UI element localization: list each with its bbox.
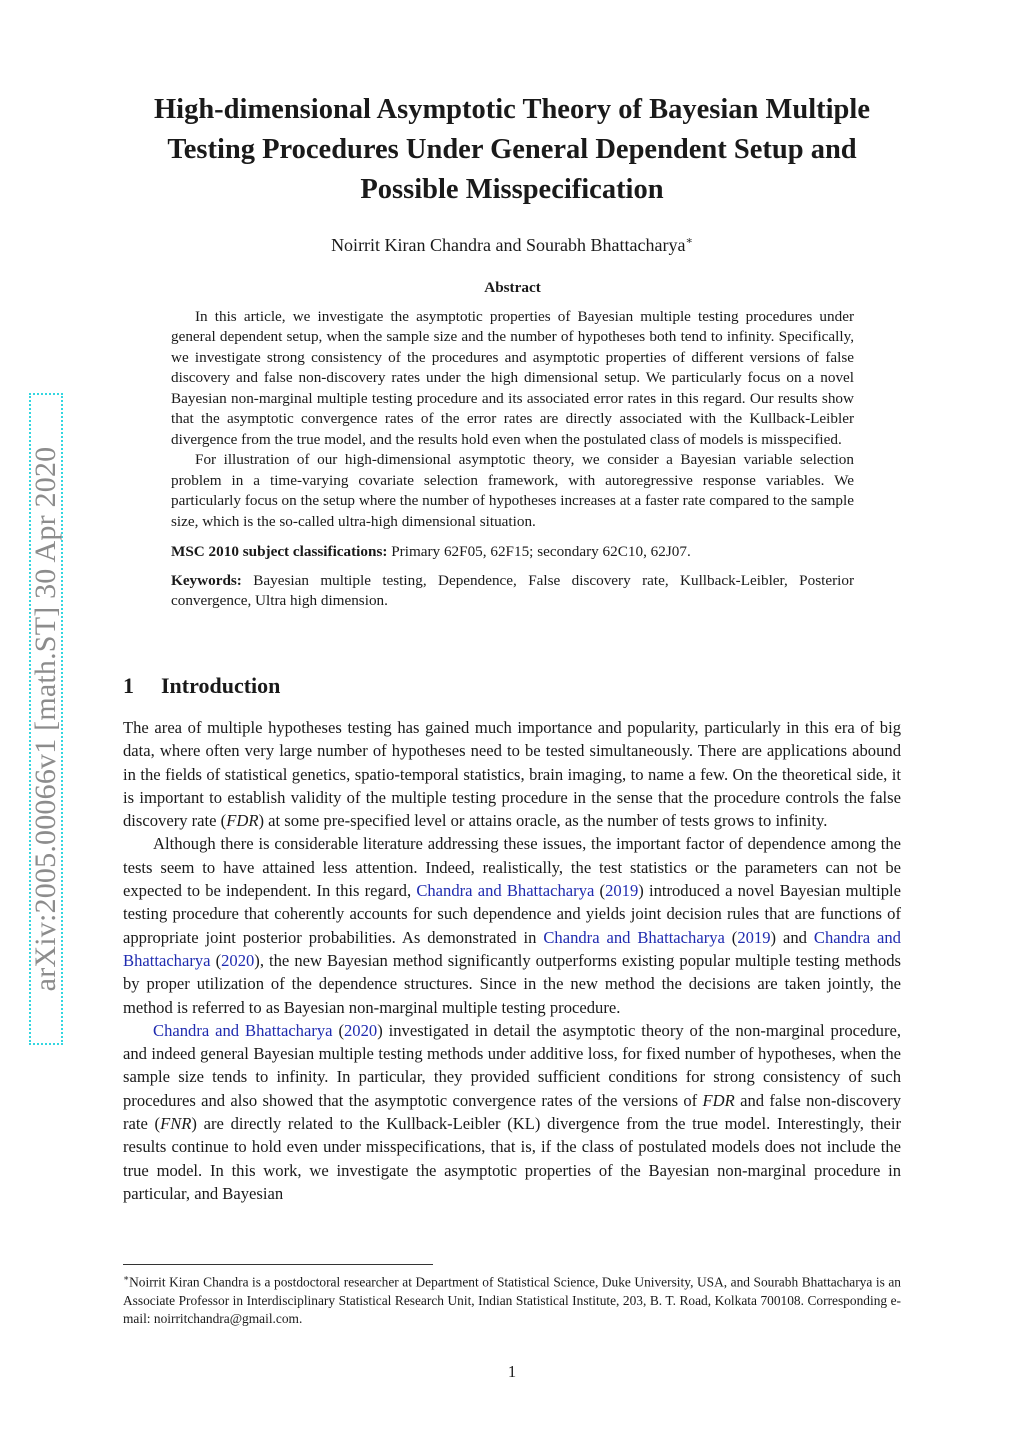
arxiv-identifier[interactable]: arXiv:2005.00066v1 [math.ST] 30 Apr 2020 (29, 446, 62, 992)
footnote-text: Noirrit Kiran Chandra is a postdoctoral researcher at Department of Statistical Science, Duke University, USA, and Sourabh Bhattacharya is an Associate Professor in Interdisciplinary Statistical Research Unit, Indian Statistical Institute, 203, B. T. Road, Kolkata 700108. Corresponding e-mail: noirritchandra@gmail.com. (123, 1274, 901, 1327)
citation-link[interactable]: Chandra and Bhattacharya (543, 927, 725, 947)
author-footnote-mark: ∗ (685, 235, 693, 247)
footnote-mark: ∗ (123, 1273, 130, 1283)
text-run: investigated in detail the asymptotic theory of the non-marginal procedure, and indeed general Bayesian multiple testing methods under additive loss, for fixed number of hypotheses, when the sample size tends to infinity. In particular, they provided sufficient conditions for strong consistency of such procedures and also showed that the asymptotic convergence rates of the versions of (123, 1020, 901, 1110)
text-run: The area of multiple hypotheses testing has gained much importance and popularity, particularly in this era of big data, where often very large number of hypotheses need to be tested simultaneously. There are applications abound in the fields of statistical genetics, spatio-temporal statistics, brain imaging, to name a few. On the theoretical side, it is important to establish validity of the multiple testing procedure in the sense that the procedure controls the false discovery rate ( (123, 718, 901, 831)
abstract (171, 278, 854, 612)
author-line (120, 229, 904, 257)
footnote (123, 1269, 901, 1329)
citation-year-link[interactable]: 2019 (605, 881, 639, 901)
text-run: introduced a novel Bayesian multiple testing procedure that coherently accounts for such dependence and yields joint decision rules that are functions of appropriate joint posterior probabilities. As demonstrated in (123, 881, 901, 947)
citation-year-link[interactable]: 2020 (344, 1020, 378, 1040)
section-title: Introduction (161, 673, 281, 698)
intro-paragraph-1 (123, 716, 901, 832)
abstract-heading: Abstract (484, 279, 541, 296)
keywords-text: Bayesian multiple testing, Dependence, False discovery rate, Kullback-Leibler, Posterior convergence, Ultra high dimension. (171, 571, 855, 609)
author-names: Noirrit Kiran Chandra and Sourabh Bhattacharya (331, 235, 686, 255)
citation-link[interactable]: Chandra and Bhattacharya (123, 927, 901, 970)
introduction-section (123, 672, 901, 1205)
math-fdr: FDR (702, 1090, 735, 1110)
intro-paragraph-2: Although there is considerable literature addressing these issues, the important factor of dependence among the tests seem to have attained less attention. Indeed, realistically, the test statistics or the parameters can not be expected to be independent. In this regard, Chandra and Bhattacharya (2019) introduced a novel Bayesian multiple testing procedure that coherently accounts for such dependence and yields joint decision rules that are functions of appropriate joint posterior probabilities. As demonstrated in Chandra and Bhattacharya (2019) and Chandra and Bhattacharya (2020), the new Bayesian method significantly outperforms existing popular multiple testing methods by proper utilization of the dependence structures. Since in the new method the decisions are taken jointly, the method is referred to as Bayesian non-marginal multiple testing procedure. (123, 834, 901, 1017)
text-run: and (776, 927, 814, 947)
msc-text: Primary 62F05, 62F15; secondary 62C10, 62J07. (391, 543, 691, 560)
intro-paragraph-3: Chandra and Bhattacharya (2020) investigated in detail the asymptotic theory of the non-marginal procedure, and indeed general Bayesian multiple testing methods under additive loss, for fixed number of hypotheses, when the sample size tends to infinity. In particular, they provided sufficient conditions for strong consistency of such procedures and also showed that the asymptotic convergence rates of the versions of FDR and false non-discovery rate (FNR) are directly related to the Kullback-Leibler (KL) divergence from the true model. Interestingly, their results continue to hold even under misspecifications, that is, if the class of postulated models does not include the true model. In this work, we investigate the asymptotic properties of the Bayesian non-marginal procedure in particular, and Bayesian (123, 1020, 901, 1203)
math-fnr: FNR (160, 1114, 192, 1134)
section-number: 1 (123, 673, 134, 698)
abstract-paragraph: For illustration of our high-dimensional asymptotic theory, we consider a Bayesian variable selection problem in a time-varying covariate selection framework, with autoregressive response variables. We particularly focus on the setup where the number of hypotheses increases at a faster rate compared to the sample size, which is the so-called ultra-high dimensional situation. (171, 451, 854, 530)
arxiv-stamp (0, 0, 80, 1449)
text-run: and false non-discovery rate ( (123, 1090, 901, 1134)
citation-link[interactable]: Chandra and Bhattacharya (153, 1020, 333, 1040)
citation-year-link[interactable]: 2019 (737, 927, 771, 947)
citation-link[interactable]: Chandra and Bhattacharya (416, 881, 595, 901)
page-number: 1 (507, 1362, 517, 1381)
text-run: Although there is considerable literature addressing these issues, the important factor of dependence among the tests seem to have attained less attention. Indeed, realistically, the test statistics or the parameters can not be expected to be independent. In this regard, (123, 834, 901, 901)
text-run: ) are directly related to the Kullback-Leibler (KL) divergence from the true model. Interestingly, their results continue to hold even under misspecifications, that is, if the class of postulated models does not include the true model. In this work, we investigate the asymptotic properties of the Bayesian non-marginal procedure in particular, and Bayesian (123, 1114, 901, 1203)
keywords-label: Keywords: (171, 571, 242, 589)
paper-title: High-dimensional Asymptotic Theory of Bayesian Multiple Testing Procedures Under General Dependent Setup and Possible Misspecification (154, 94, 870, 205)
keywords (171, 571, 854, 612)
msc-classifications (171, 542, 854, 563)
text-run: ) at some pre-specified level or attains oracle, as the number of tests grows to infinity. (258, 811, 828, 831)
text-run: , the new Bayesian method significantly outperforms existing popular multiple testing methods by proper utilization of the dependence structures. Since in the new method the decisions are taken jointly, the method is referred to as Bayesian non-marginal multiple testing procedure. (123, 950, 901, 1017)
citation-year-link[interactable]: 2020 (221, 950, 255, 970)
section-heading (123, 672, 901, 700)
abstract-paragraph: In this article, we investigate the asymptotic properties of Bayesian multiple testing procedures under general dependent setup, when the sample size and the number of hypotheses both tend to infinity. Specifically, we investigate strong consistency of the procedures and asymptotic properties of different versions of false discovery and false non-discovery rates under the high dimensional setup. We particularly focus on a novel Bayesian non-marginal multiple testing procedure and its associated error rates in this regard. Our results show that the asymptotic convergence rates of the error rates are directly associated with the Kullback-Leibler divergence from the true model, and the results hold even when the postulated class of models is misspecified. (171, 307, 854, 448)
footnote-rule (123, 1264, 433, 1265)
math-fdr: FDR (226, 811, 259, 831)
msc-label: MSC 2010 subject classifications: (171, 543, 388, 560)
